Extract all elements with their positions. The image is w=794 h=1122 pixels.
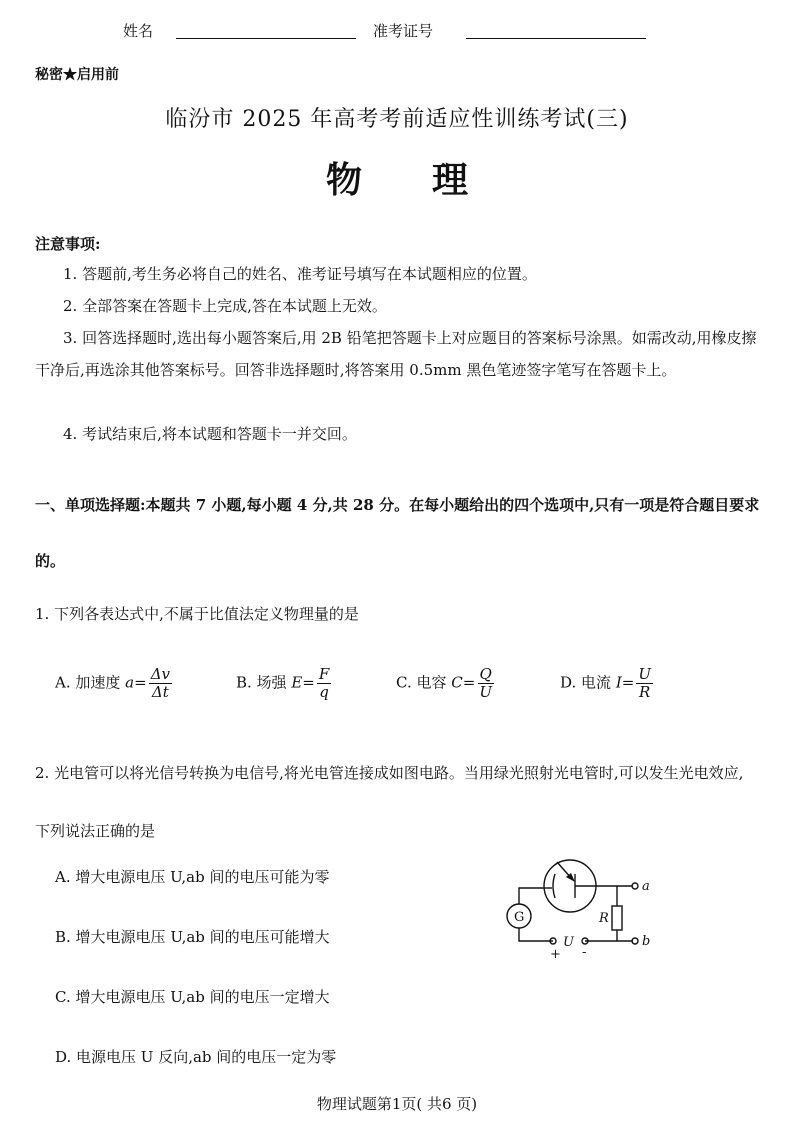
- q1-option-b-label: B. 场强: [236, 673, 287, 692]
- q1-option-b[interactable]: B. 场强 E= $\frac{F}{q}$: [236, 665, 330, 701]
- q1-option-c[interactable]: C. 电容 C= $\frac{Q}{U}$: [396, 665, 492, 701]
- exam-title: 临汾市 2025 年高考考前适应性训练考试(三): [165, 107, 629, 132]
- q1-option-d-label: D. 电流: [560, 673, 612, 692]
- resistor-label: R: [599, 911, 609, 926]
- q1-option-a-den: Δt: [151, 683, 169, 701]
- q1-option-b-var: E: [291, 673, 303, 692]
- name-field[interactable]: [176, 38, 356, 39]
- q1-option-c-num: Q: [479, 665, 492, 683]
- plus-label: +: [550, 947, 561, 962]
- q1-option-c-den: U: [479, 683, 492, 701]
- terminal-b-label: b: [642, 934, 651, 949]
- q1-option-a[interactable]: A. 加速度 a= $\frac{\Delta v}{\Delta t}$: [55, 665, 170, 701]
- resistor: [612, 906, 622, 930]
- q2-stem: 2. 光电管可以将光信号转换为电信号,将光电管连接成如图电路。当用绿光照射光电管时,可以发生光电效应,下列说法正确的是: [35, 764, 744, 840]
- q1-option-a-num: Δv: [150, 665, 170, 683]
- circuit-wire-bottom-left: [519, 928, 553, 941]
- q1-option-d-var: I: [615, 673, 622, 692]
- secret-mark: 秘密★启用前: [35, 67, 119, 83]
- source-label: U: [563, 935, 574, 950]
- q1-stem: 1. 下列各表达式中,不属于比值法定义物理量的是: [35, 605, 359, 623]
- photocell-cathode: [553, 874, 555, 898]
- circuit-wire-top-left: [519, 888, 543, 904]
- q1-option-a-label: A. 加速度: [55, 673, 121, 692]
- circuit-diagram: [495, 852, 670, 962]
- minus-label: -: [582, 945, 587, 960]
- q1-option-a-var: a: [125, 673, 135, 692]
- q2-option-b[interactable]: B. 增大电源电压 U,ab 间的电压可能增大: [55, 928, 330, 946]
- q1-option-c-label: C. 电容: [396, 673, 447, 692]
- q2-option-c[interactable]: C. 增大电源电压 U,ab 间的电压一定增大: [55, 988, 330, 1006]
- notes-heading: 注意事项:: [35, 235, 101, 253]
- q1-option-d[interactable]: D. 电流 I= $\frac{U}{R}$: [560, 665, 651, 701]
- note-2: 2. 全部答案在答题卡上完成,答在本试题上无效。: [63, 297, 387, 315]
- note-4: 4. 考试结束后,将本试题和答题卡一并交回。: [63, 425, 357, 443]
- name-label: 姓名: [123, 22, 154, 40]
- q1-option-b-den: q: [319, 683, 329, 701]
- q2-option-a[interactable]: A. 增大电源电压 U,ab 间的电压可能为零: [55, 868, 330, 886]
- note-3: 3. 回答选择题时,选出每小题答案后,用 2B 铅笔把答题卡上对应题目的答案标号涂黑。如需改动,用橡皮擦干净后,再选涂其他答案标号。回答非选择题时,将答案用 0.5mm 黑色笔迹签字笔写在答题卡上。: [35, 329, 757, 379]
- exam-id-label: 准考证号: [373, 22, 434, 40]
- q1-option-d-num: U: [638, 665, 651, 683]
- subject-title: 物理: [325, 159, 538, 201]
- galvanometer-label: G: [514, 910, 525, 925]
- q1-option-c-var: C: [451, 673, 463, 692]
- note-1: 1. 答题前,考生务必将自己的姓名、准考证号填写在本试题相应的位置。: [63, 265, 537, 283]
- section-1-heading: 一、单项选择题:本题共 7 小题,每小题 4 分,共 28 分。在每小题给出的四个选项中,只有一项是符合题目要求的。: [35, 496, 760, 570]
- exam-id-field[interactable]: [466, 38, 646, 39]
- q1-option-d-den: R: [639, 683, 651, 701]
- terminal-a-label: a: [642, 879, 650, 894]
- q2-option-d[interactable]: D. 电源电压 U 反向,ab 间的电压一定为零: [55, 1048, 337, 1066]
- page-footer: 物理试题第1页( 共6 页): [316, 1095, 478, 1113]
- q1-option-b-num: F: [318, 665, 330, 683]
